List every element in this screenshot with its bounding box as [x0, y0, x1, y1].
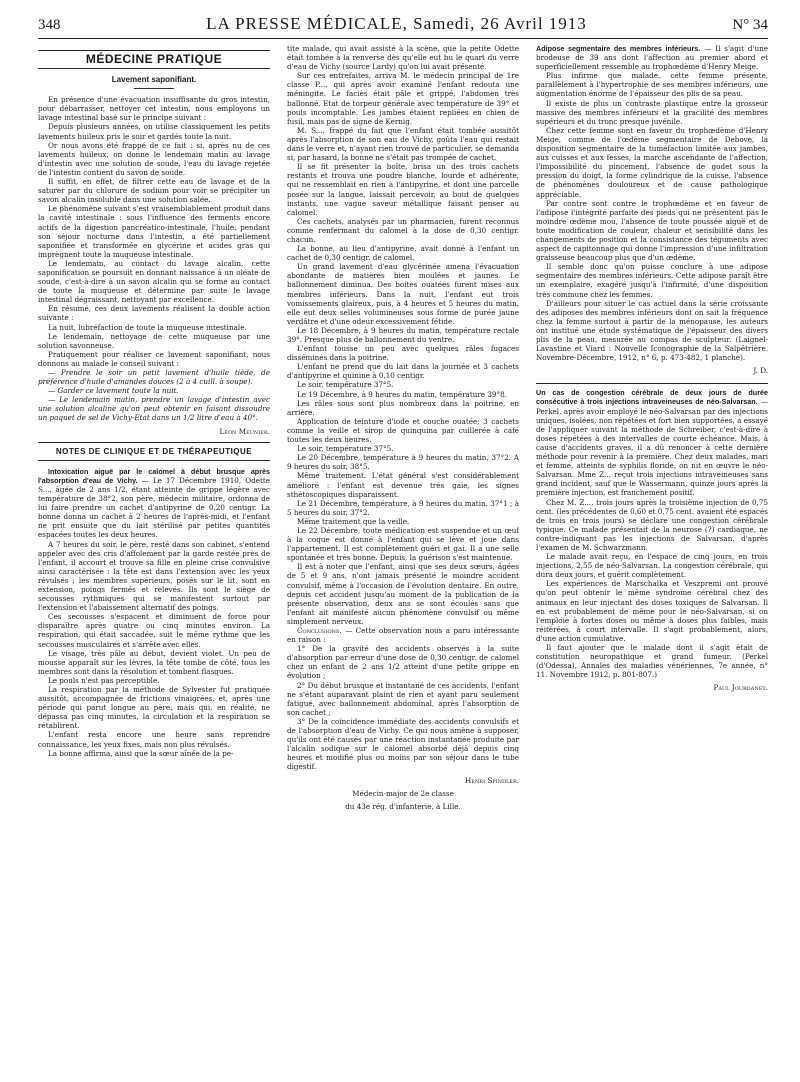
- columns: [38, 44, 768, 1074]
- article-divider: [536, 383, 768, 384]
- paragraph: Le soir, température 37°5.: [297, 380, 394, 390]
- journal-title: [206, 14, 587, 34]
- paragraph: Ces cachets, analysés par un pharmacien, furent reconnus comme renfermant du calomel à la dose de 0,30 centigr. chacun.: [287, 216, 519, 244]
- paragraph: Sur ces entrefaites, arriva M. le médecin principal de 1re classe P..., qui après avoir examiné l'enfant redouta une méningite. Le faciès était pâle et grippé, l'abdomen très ballonné. Etat de torpeur générale avec température de 39° et pouls incomptable. Les jambes étaient repliées en chien de fusil, mais pas de signe de Kernig.: [287, 71, 519, 126]
- paragraph: D'ailleurs pour situer le cas actuel dans la série croissante des adiposes des membres inférieurs dont on sait la fréquence chez la femme surtout à partir de la ménopause, les auteurs ont institué une étude systématique de l'épaisseur des divers plis de la peau, mesurée au compas de sculpteur. (Laignel-Lavastine et Viard : Nouvelle Iconographie de la Salpêtrière. Novembre-Décembre, 1912, n° 6, p. 473-482, 1 planche).: [536, 298, 768, 363]
- author-signature: Henri Spindler.: [465, 775, 519, 785]
- paragraph: Le 18 Décembre, à 9 heures du matin, température rectale 39°. Presque plus de ballonnement du ventre.: [287, 325, 519, 344]
- paragraph: tite malade, qui avait assisté à la scène, que la petite Odette était tombée à la renverse dès qu'elle eut bu le quart du verre d'eau de Vichy (source Lardy) qu'on lui avait présenté.: [287, 44, 519, 72]
- paragraph: Le visage, très pâle au début, devient violet. Un peu de mousse apparaît sur les lèvres, la tête tombe de côté, tous les membres sont dans la résolution et tombent flasques.: [38, 648, 270, 676]
- paragraph: Le 21 Décembre, température, à 9 heures du matin, 37°1 ; à 5 heures du soir, 37°2.: [287, 498, 519, 517]
- paragraph: Plus infirme que malade, cette femme présente, parallèlement à l'hypertrophie de ses membres inférieurs, une augmentation énorme de l'épaisseur des plis de sa peau.: [536, 71, 768, 99]
- section-heading-notes-clinique: NOTES DE CLINIQUE ET DE THÉRAPEUTIQUE: [38, 442, 270, 461]
- paragraph: La nuit, lubréfaction de toute la muqueuse intestinale.: [48, 322, 247, 332]
- italic-instruction: — Garder ce lavement toute la nuit.: [48, 386, 179, 396]
- paragraph: Les râles sous sont plus nombreux dans la poitrine, en arrière.: [287, 398, 519, 417]
- paragraph: Il faut ajouter que le malade dont il s'agit était de constitution neuropathique et grand fumeur. (Perkel (d'Odessa), Annales des maladies vénériennes, 7e année, n° 11. Novembre 1912, p. 801-807.): [536, 643, 768, 680]
- paragraph: Même traitement. L'état général s'est considérablement amélioré : l'enfant est devenue très gaie, les signes sthétoscopiques disparaissent.: [287, 471, 519, 499]
- paragraph: Un grand lavement d'eau glycérinée amena l'évacuation abondante de matières bien moulées et jaunes. Le ballonnement diminua. Des boites ouatées furent mises aux membres inférieurs. Dans la nuit, l'enfant eut trois vomissements glaireux, puis, à 4 heures et 5 heures du matin, elle eut deux selles volumineuses sous forme de purée jaune verdâtre et d'une odeur excessivement fétide.: [287, 262, 519, 326]
- paragraph: Or nous avons été frappé de ce fait : si, après nu de ces lavements huileux, on donne le lendemain matin au lavage d'intestin avec une solution de soude, l'eau du lavage rejetée de l'intestin contient du savon de soude.: [38, 140, 270, 177]
- issue-date: Samedi, 26 Avril 1913: [413, 14, 587, 33]
- paragraph: Il suffit, en effet, de filtrer cette eau de lavage et de la saturer par du chlorure de sodium pour voir se précipiter un savon alcalin insoluble dans une solution salée.: [38, 177, 270, 205]
- article-lead: — Le 17 Décembre 1910, Odette S..., âgée de 2 ans 1/2, étant atteinte de grippe légère avec température de 38°2, son père, médecin militaire, ordonna de lui faire prendre un cachet d'antipyrine de 0,20 centigr. La bonne donna un cachet à 2 heures de l'après-midi, et l'enfant ne prit ensuite que du lait stérilisé par petites quantités espacées toutes les deux heures.: [38, 475, 270, 540]
- paragraph: Le lendemain, nettoyage de cette muqueuse par une solution savonneuse.: [38, 331, 270, 350]
- article-title-intoxication: Intoxication aiguë par le calomel à début brusque après l'absorption d'eau de Vichy.: [38, 466, 270, 485]
- page-header: [38, 14, 768, 39]
- article-lead: — Perkel, après avoir employé le néo-Salvarsan par des injections uniques, isolées, non répétées et fort bien supportées, a essayé de l'appliquer suivant la méthode de Schreiber, c'est-à-dire à doses répétées à des intervalles de courte échéance. Mais, à cause d'accidents graves, il a dû renoncer à cette dernière méthode pour revenir à la première. Chez deux malades, mari et femme, atteints de syphilis floride, on nit en œuvre le néo-Salvarsan. Mme Z... reçut trois injections intraveineuses sans grand incident, sauf que le Wassermann, quinze jours après la première injection, est franchement positif.: [536, 397, 768, 498]
- paragraph: Le 20 Décembre, température à 9 heures du matin, 37°2. A 9 heures du soir, 38°5.: [287, 453, 519, 472]
- paragraph: Les expériences de Marschalka et Veszpremi ont prouvé qu'on peut obtenir le même syndrome cérébral chez des animaux en leur injectant des doses toxiques de Salvarsan. Il en est probablement de même pour le néo-Salvarsan, si on l'emploie à fortes doses ou même à doses plus faibles, mais réitérées, à court intervalle. Il s'agit probablement, alors, d'une action cumulative.: [536, 579, 768, 643]
- newspaper-page: [38, 14, 768, 1074]
- paragraph: Le 19 Décembre, à 9 heures du matin, température 39°8.: [297, 389, 507, 399]
- paragraph: La bonne affirma, ainsi que la sœur aînée de la pe-: [48, 748, 234, 758]
- article-title-congestion: Un cas de congestion cérébrale de deux jours de durée consécutive à trois injections intraveineuses de néo-Salvarsan.: [536, 388, 768, 407]
- paragraph: Même traitement que la veille.: [297, 516, 410, 526]
- paragraph: Par contre sont contre le trophœdème et en faveur de l'adipose l'intégrité parfaite des pieds qui ne présentent pas le moindre œdème mou, l'absence de toute poussée aiguë et de toute modification de couleur, chaleur et sensibilité dans les changements de position et la consistance des téguments avec aspect de capitonnage qui donne l'impression d'une infiltration graisseuse beaucoup plus que d'un œdème.: [536, 198, 768, 263]
- author-signature: Paul Jourdanet.: [713, 683, 768, 693]
- paragraph: Pratiquement pour réaliser ce lavement saponifiant, nous donnons au malade le conseil suivant :: [38, 349, 270, 368]
- conclusions-label: Conclusions.: [297, 626, 342, 635]
- paragraph: Le phénomène suivant s'est vraisemblablement produit dans la cavité intestinale : sous l'influence des ferments encore actifs de la digestion pancréatico-intestinale, l'huile, pendant son séjour nocturne dans l'intestin, a été partiellement saponifiée et transformée en glycérine et acides gras qui imprègnent toute la muqueuse intestinale.: [38, 204, 270, 259]
- paragraph: Le 22 Décembre, toute médication est suspendue et un œuf à la coque est donné à l'enfant qui se lève et joue dans l'appartement. Il est complètement guéri et gai. Il a une selle spontanée et très bonne. Depuis, la guérison s'est maintenue.: [287, 525, 519, 563]
- paragraph: L'enfant tousse un peu avec quelques râles fugaces disséminés dans la poitrine.: [287, 344, 519, 363]
- author-signature: J. D.: [753, 366, 768, 376]
- conclusion-item: 2° Du début brusque et instantané de ces accidents, l'enfant ne s'étant auparavant plaint de rien et ayant paru seulement fatigué, avec ballonnement abdominal, après l'absorption de son cachet ;: [287, 680, 519, 717]
- conclusions-intro: — Cette observation nous a paru intéressante en raison :: [287, 626, 519, 645]
- paragraph: Ces secousses s'espacent et diminuent de force pour disparaître après quatre ou cinq minutes environ. La respiration, qui était saccadée, suit le même rythme que les secousses musculaires et s'arrête avec elles.: [38, 612, 270, 649]
- paragraph: Il existe de plus un contraste plastique entre la grosseur massive des membres inférieurs et la gracilité des membres supérieurs et du tronc presque juvénile.: [536, 98, 768, 126]
- paragraph: Le pouls n'est pas perceptible.: [48, 675, 160, 685]
- journal-name: LA PRESSE MÉDICALE,: [206, 14, 408, 33]
- author-signature: Léon Meunier.: [219, 426, 270, 436]
- paragraph: Il semble donc qu'on puisse conclure à une adipose segmentaire des membres inférieurs. Cette adipose paraît être un exemplaire, exagéré jusqu'à l'infirmité, d'une disposition très commune chez les femmes.: [536, 262, 768, 299]
- article-title-adipose: Adipose segmentaire des membres inférieurs.: [536, 44, 701, 53]
- paragraph: La bonne, au lieu d'antipyrine, avait donné à l'enfant un cachet de 0,30 centigr. de calomel.: [287, 244, 519, 263]
- paragraph: Depuis plusieurs années, on utilise classiquement les petits lavements huileux pris le soir et gardés toute la nuit.: [38, 122, 270, 141]
- conclusion-item: 1° De la gravité des accidents observés à la suite d'absorption par erreur d'une dose de 0,30 centigr. de calomel chez un enfant de 2 ans 1/2 atteint d'une petite grippe en évolution ;: [287, 644, 519, 681]
- author-title: Médecin-major de 2e classe: [352, 788, 454, 798]
- paragraph: Application de teinture d'iode et couche ouatée; 3 cachets comme la veille et sirop de quinquina par cuillerée à café toutes les deux heures.: [287, 416, 519, 445]
- paragraph: L'enfant resta encore une heure sans reprendre connaissance, les yeux fixes, mais non plus révulsés.: [38, 730, 270, 749]
- paragraph: M. S..., frappé du fait que l'enfant était tombée aussitôt après l'absorption de son eau de Vichy, goûta l'eau qui restait dans le verre et, n'ayant rien trouvé de particulier, se demanda si, par hasard, la bonne ne s'était pas trompée de cachet.: [287, 125, 519, 163]
- title-rule: [134, 88, 174, 89]
- article-title-lavement: Lavement saponifiant.: [111, 75, 197, 85]
- paragraph: En résumé, ces deux lavements réalisent la double action suivante :: [38, 304, 270, 323]
- article-lead: — Il s'agit d'une brodeuse de 39 ans dont l'affection au premier abord et superficiellement ressemble au trophœdème d'Henry Meige.: [536, 44, 768, 72]
- author-affiliation: du 43e rég. d'infanterie, à Lille.: [345, 801, 461, 811]
- page-number: 348: [38, 17, 61, 33]
- paragraph: Chez cette femme sont en faveur du trophœdème d'Henry Meige, comme de l'œdème segmentaire de Debove, la disposition segmentaire de la tuméfaction limitée aux jambes, aux cuisses et aux fesses, la marche ascendante de l'affection, l'impossibilité du pincement, l'absence de godet sous la pression du doigt, la forme cylindrique de la cuisse, l'absence de phénomènes douloureux et de cause pathologique appréciable.: [536, 125, 768, 199]
- paragraph: Le lendemain, au contact du lavage alcalin, cette saponification se poursuit en donnant naissance à un oléate de soude, c'est-à-dire à un savon alcalin qui se forme au contact de toute la muqueuse et détermine par suite le lavage intestinal dégraissant, nettoyant par excellence.: [38, 258, 270, 305]
- paragraph: A 7 heures du soir, le père, resté dans son cabinet, s'entend appeler avec des cris d'affolement par la garde restée près de l'enfant, il accourt et trouve sa fille en pleine crise convulsive ainsi caractérisée : la tête est dans l'extension avec les yeux révulsés ; les membres supérieurs, posés sur le lit, sont en extension, poings fermés et relevés. Ils sont le siège de secousses rythmiques qui se manifestent surtout par l'extension et l'abaissement alternatif des poings.: [38, 539, 270, 613]
- paragraph: Il se fit présenter la boîte, brisa un des trois cachets restants et trouva une poudre blanche, lourde et adhérente, qui ne ressemblait en rien à l'antipyrine, et dont une parcelle posée sur la langue, laissait percevoir, au bout de quelques instants, une vague saveur métallique faisant penser au calomel.: [287, 162, 519, 217]
- issue-number: N° 34: [732, 17, 768, 33]
- paragraph: Le malade avait reçu, en l'espace de cinq jours, en trois injections, 2,55 de néo-Salvarsan. La congestion cérébrale, qui dura deux jours, et guérit complètement.: [536, 552, 768, 580]
- column-1: [38, 44, 270, 1074]
- italic-instruction: — Prendre le soir un petit lavement d'huile tiède, de préférence d'huile d'amandes douces (2 à 4 cuill. à soupe).: [38, 368, 270, 387]
- article-lavement-body: [38, 95, 270, 435]
- paragraph: L'enfant ne prend que du lait dans la journée et 3 cachets d'antipyrine et quinine à 0,10 centigr.: [287, 362, 519, 381]
- section-heading-medecine-pratique: MÉDECINE PRATIQUE: [38, 50, 270, 69]
- conclusion-item: 3° De la coïncidence immédiate des accidents convulsifs et de l'absorption d'eau de Vichy. Ce qui nous amène à supposer, qu'ils ont été causés par une réaction instantanée produite par l'alcalin sodique sur le calomel absorbé déjà depuis cinq heures et modifié plus ou moins par son séjour dans le tube digestif.: [287, 716, 519, 772]
- article-intoxication-body: [38, 467, 270, 758]
- paragraph: Le soir, température 37°5.: [297, 444, 394, 454]
- paragraph: Il est à noter que l'enfant, ainsi que ses deux sœurs, âgées de 5 et 9 ans, n'ont jamais présenté le moindre accident convulsif, même à l'occasion de l'évolution dentaire. En outre, depuis cet accident jusqu'au moment de la publication de la présente observation, deux ans se sont écoulés sans que l'enfant ait manifesté aucun phénomène convulsif ou même simplement nerveux.: [287, 562, 519, 626]
- column-2: [287, 44, 519, 1074]
- paragraph: En présence d'une évacuation insuffisante du gros intestin, pour débarrasser, nettoyer cet intestin, nous employons un lavage intestinal basé sur le principe suivant :: [38, 95, 270, 123]
- paragraph: Chez M. Z..., trois jours après la troisième injection de 0,75 cent. (les précédentes de 0,60 et 0,75 cent. avaient été espacés de trois en trois jours) se déclare une congestion cérébrale typique. Ce malade présentait de la neurose (?) cardiaque, ne contre-indiquant pas les injections de Salvarsan, d'après l'examen de M. Schwarzmann.: [536, 497, 768, 552]
- column-3: [536, 44, 768, 1074]
- paragraph: La respiration par la méthode de Sylvester fut pratiquée aussitôt, accompagnée de frictions vinaigrées, et, après une période qui parut longue au père, mais qui, en réalité, ne dépassa pas cinq minutes, la circulation et la respiration se rétablirent.: [38, 685, 270, 731]
- italic-instruction: — Le lendemain matin, prendre un lavage d'intestin avec une solution alcaline qu'on peut obtenir en faisant dissoudre un paquet de sel de Vichy-Etat dans un 1/2 litre d'eau à 40°.: [38, 395, 270, 423]
